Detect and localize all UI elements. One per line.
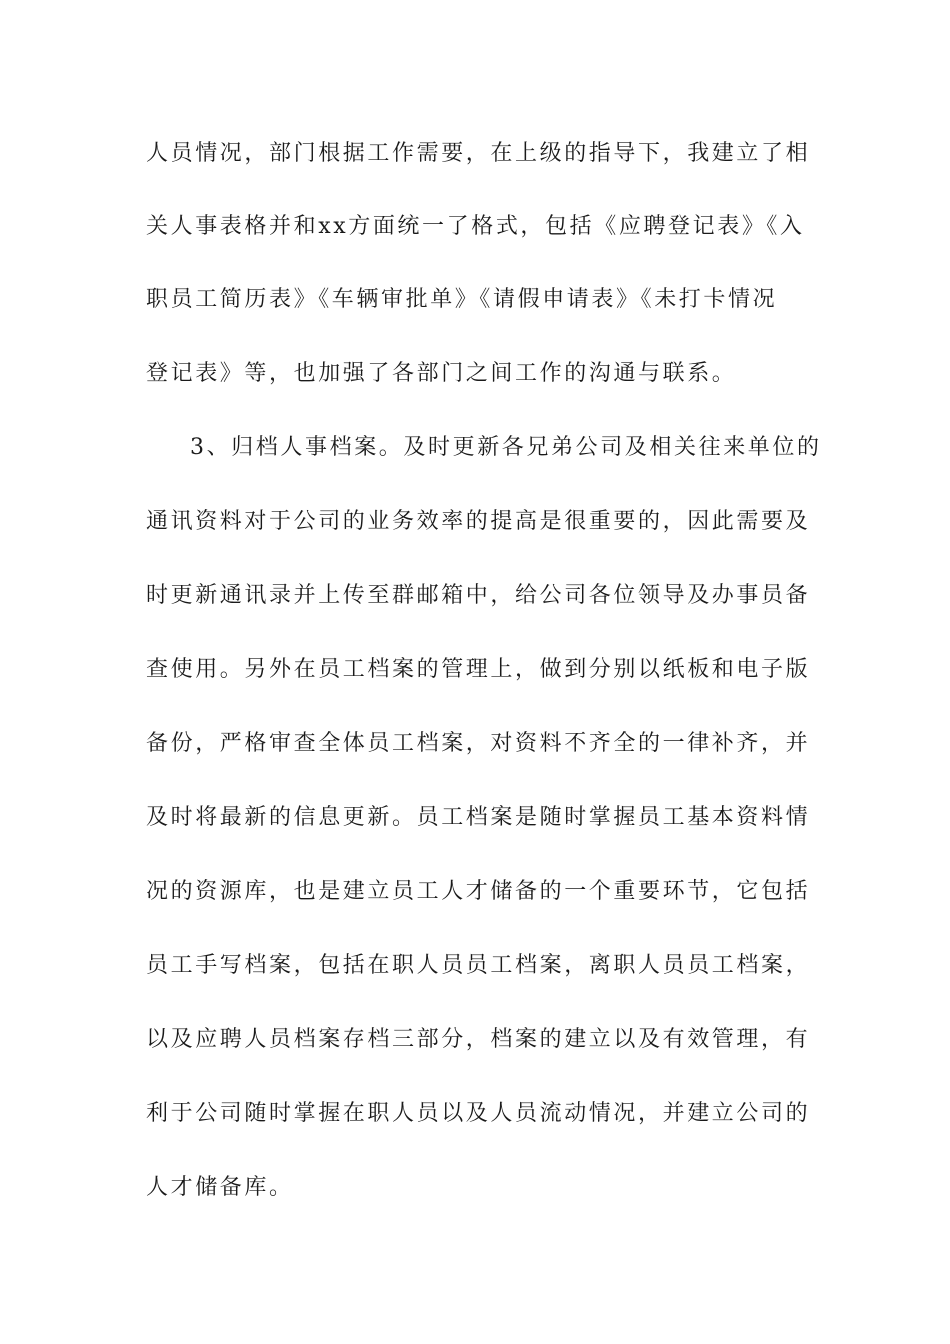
- text-line: 人才储备库。: [146, 1175, 294, 1200]
- text-line: 职员工简历表》《车辆审批单》《请假申请表》《未打卡情况: [146, 287, 778, 312]
- text-line: 查使用。另外在员工档案的管理上，做到分别以纸板和电子版: [146, 657, 811, 682]
- text-line: 以及应聘人员档案存档三部分，档案的建立以及有效管理，有: [146, 1027, 811, 1052]
- text-line: 通讯资料对于公司的业务效率的提高是很重要的，因此需要及: [146, 509, 811, 534]
- text-line: 登记表》等，也加强了各部门之间工作的沟通与联系。: [146, 361, 737, 386]
- paragraph-start-line: 3、归档人事档案。及时更新各兄弟公司及相关往来单位的: [190, 435, 822, 460]
- text-line: 况的资源库，也是建立员工人才储备的一个重要环节，它包括: [146, 879, 811, 904]
- text-line: 备份，严格审查全体员工档案，对资料不齐全的一律补齐，并: [146, 731, 811, 756]
- text-line: 时更新通讯录并上传至群邮箱中，给公司各位领导及办事员备: [146, 583, 811, 608]
- text-line: 及时将最新的信息更新。员工档案是随时掌握员工基本资料情: [146, 805, 811, 830]
- text-line: 利于公司随时掌握在职人员以及人员流动情况，并建立公司的: [146, 1101, 811, 1126]
- text-line: 人员情况，部门根据工作需要，在上级的指导下，我建立了相: [146, 141, 811, 166]
- text-line: 关人事表格并和xx方面统一了格式，包括《应聘登记表》《入: [146, 214, 805, 239]
- text-line: 员工手写档案，包括在职人员员工档案，离职人员员工档案，: [146, 953, 811, 978]
